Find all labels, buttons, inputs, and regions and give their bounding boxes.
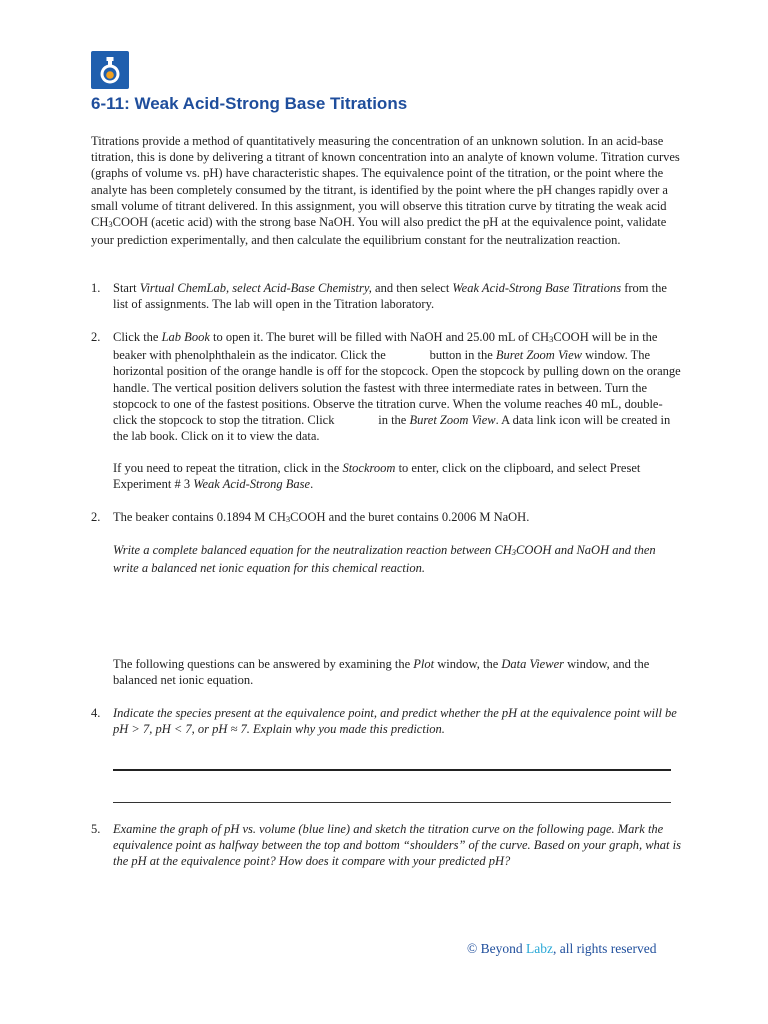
step-number: 4. (91, 706, 101, 720)
flask-logo-icon (91, 51, 129, 89)
equation-question: Write a complete balanced equation for the neutralization reaction between $CH_3COOH$ and NaOH and then write a balanced net ionic equation for this chemical reaction. (113, 543, 656, 576)
following-questions-intro: The following questions can be answered by examining the Plot window, the Data Viewer window, and the balanced net ionic equation. (113, 657, 650, 688)
step-text: Indicate the species present at the equivalence point, and predict whether the pH at the equivalence point will be pH > 7, pH < 7, or pH ≈ 7. Explain why you made this prediction. (113, 706, 677, 737)
page-title: 6-11: Weak Acid-Strong Base Titrations (91, 94, 408, 113)
step-text: The beaker contains 0.1894 M $CH_3COOH$ and the buret contains 0.2006 M NaOH. (113, 510, 530, 524)
repeat-instructions: If you need to repeat the titration, click in the Stockroom to enter, click on the clipboard, and select Preset Experiment # 3 Weak Acid-Strong Base. (113, 461, 641, 492)
answer-line[interactable] (113, 769, 671, 771)
step-number: 5. (91, 822, 101, 836)
step-number: 1. (91, 281, 101, 295)
step-text: Examine the graph of pH vs. volume (blue line) and sketch the titration curve on the following page. Mark the equivalence point as halfway between the top and bottom “shoulders” of the curve. Based on your graph, what is the pH at the equivalence point? How does it compare with your predicted pH? (113, 822, 681, 869)
copyright-footer: © Beyond Labz, all rights reserved (467, 941, 657, 956)
copyright-symbol: © (467, 941, 478, 956)
step-text: Start Virtual ChemLab, select Acid-Base Chemistry, and then select Weak Acid-Strong Base Titrations from the list of assignments. The lab will open in the Titration laboratory. (113, 281, 667, 312)
intro-paragraph: Titrations provide a method of quantitatively measuring the concentration of an unknown solution. In an acid-base titration, this is done by delivering a titrant of known concentration into an analyte of known volume. Titration curves (graphs of volume vs. pH) have characteristic shapes. The equivalence point of the titration, or the point where the analyte has been completely consumed by the titrant, is identified by the point where the pH changes rapidly over a small volume of titrant delivered. In this assignment, you will observe this titration curve by titrating the weak acid $CH_3COOH$ (acetic acid) with the strong base NaOH. You will also predict the pH at the equivalence point, validate your prediction experimentally, and then calculate the equilibrium constant for the neutralization reaction. (91, 134, 680, 248)
step-text: Click the Lab Book to open it. The buret will be filled with NaOH and 25.00 mL of $CH_3COOH$ will be in the beaker with phenolphthalein as the indicator. Click the button in the Buret Zoom View window. The horizontal position of the orange handle is off for the stopcock. Open the stopcock by pulling down on the orange handle. The vertical position delivers solution the fastest with three intermediate rates in between. Turn the stopcock to one of the fastest positions. Observe the titration curve. When the volume reaches 40 mL, double-click the stopcock to stop the titration. Click in the Buret Zoom View. A data link icon will be created in the lab book. Click on it to view the data. (113, 330, 681, 444)
step-number: 2. (91, 330, 101, 344)
logo (91, 51, 129, 89)
step-number: 2. (91, 510, 101, 524)
answer-line[interactable] (113, 802, 671, 803)
